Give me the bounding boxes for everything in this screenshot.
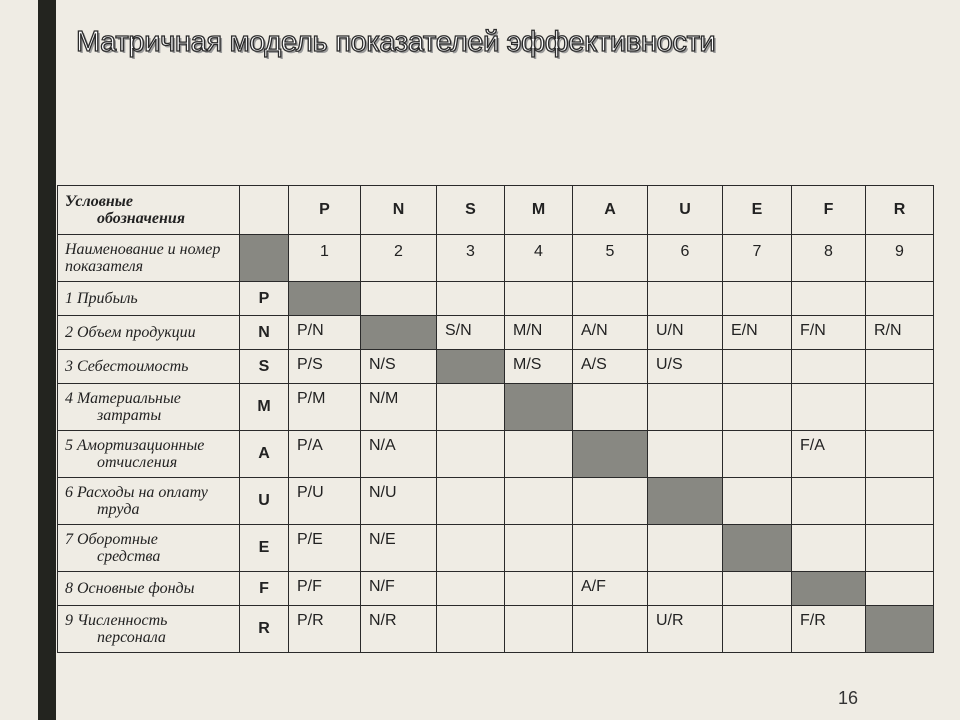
ratio-cell bbox=[573, 478, 648, 525]
ratio-cell bbox=[723, 606, 792, 653]
diagonal-shaded-cell bbox=[437, 350, 505, 384]
matrix-row bbox=[58, 282, 934, 316]
ratio-cell: N/R bbox=[361, 606, 437, 653]
ratio-cell: A/N bbox=[573, 316, 648, 350]
diagonal-shaded-cell bbox=[505, 384, 573, 431]
ratio-cell bbox=[573, 384, 648, 431]
page-number: 16 bbox=[838, 688, 859, 708]
matrix-row bbox=[58, 478, 934, 525]
header-row bbox=[58, 186, 934, 235]
ratio-cell bbox=[437, 384, 505, 431]
header-symbol: R bbox=[866, 186, 934, 235]
ratio-cell bbox=[437, 282, 505, 316]
ratio-cell: N/U bbox=[361, 478, 437, 525]
indicator-name: 9 Численность bbox=[65, 612, 168, 629]
ratio-cell bbox=[505, 478, 573, 525]
row-symbol: E bbox=[240, 525, 289, 572]
ratio-cell bbox=[866, 384, 934, 431]
left-accent-bar bbox=[38, 0, 56, 720]
ratio-cell: A/F bbox=[573, 572, 648, 606]
ratio-cell bbox=[723, 384, 792, 431]
indicator-name: 5 Амортизационные bbox=[65, 437, 205, 454]
row-symbol: M bbox=[240, 384, 289, 431]
matrix-row bbox=[58, 572, 934, 606]
indicator-name: 1 Прибыль bbox=[65, 290, 138, 307]
ratio-cell: E/N bbox=[723, 316, 792, 350]
ratio-cell bbox=[723, 572, 792, 606]
numbers-row-label-line2: показателя bbox=[65, 258, 143, 275]
row-symbol: R bbox=[240, 606, 289, 653]
indicator-name: 3 Себестоимость bbox=[65, 358, 189, 375]
ratio-cell bbox=[792, 384, 866, 431]
indicator-number: 8 bbox=[792, 235, 866, 282]
ratio-cell bbox=[505, 572, 573, 606]
ratio-cell: P/S bbox=[289, 350, 361, 384]
ratio-cell: M/S bbox=[505, 350, 573, 384]
header-symbol: S bbox=[437, 186, 505, 235]
matrix-row bbox=[58, 316, 934, 350]
indicator-name-cell bbox=[58, 572, 240, 606]
ratio-cell: A/S bbox=[573, 350, 648, 384]
indicator-number: 6 bbox=[648, 235, 723, 282]
ratio-cell: N/M bbox=[361, 384, 437, 431]
corner-label-line2: обозначения bbox=[97, 210, 185, 227]
row-symbol: A bbox=[240, 431, 289, 478]
indicator-name: 6 Расходы на оплату bbox=[65, 484, 208, 501]
ratio-cell bbox=[866, 525, 934, 572]
indicator-matrix-table bbox=[57, 185, 934, 653]
indicator-name-cell bbox=[58, 431, 240, 478]
indicator-name: 2 Объем продукции bbox=[65, 324, 196, 341]
ratio-cell bbox=[505, 431, 573, 478]
ratio-cell: U/R bbox=[648, 606, 723, 653]
header-symbol: A bbox=[573, 186, 648, 235]
ratio-cell bbox=[648, 384, 723, 431]
ratio-cell bbox=[792, 478, 866, 525]
ratio-cell bbox=[648, 572, 723, 606]
ratio-cell bbox=[437, 525, 505, 572]
ratio-cell bbox=[505, 525, 573, 572]
corner-empty-cell bbox=[240, 186, 289, 235]
indicator-name-cell bbox=[58, 316, 240, 350]
row-symbol: F bbox=[240, 572, 289, 606]
diagonal-shaded-cell bbox=[648, 478, 723, 525]
ratio-cell: N/S bbox=[361, 350, 437, 384]
row-symbol: N bbox=[240, 316, 289, 350]
indicator-name-cell bbox=[58, 606, 240, 653]
ratio-cell: N/A bbox=[361, 431, 437, 478]
indicator-number: 3 bbox=[437, 235, 505, 282]
indicator-number: 2 bbox=[361, 235, 437, 282]
row-symbol: S bbox=[240, 350, 289, 384]
ratio-cell bbox=[723, 350, 792, 384]
indicator-number: 7 bbox=[723, 235, 792, 282]
ratio-cell: U/S bbox=[648, 350, 723, 384]
indicator-number: 4 bbox=[505, 235, 573, 282]
header-symbol: N bbox=[361, 186, 437, 235]
ratio-cell bbox=[866, 478, 934, 525]
header-symbol: F bbox=[792, 186, 866, 235]
diagonal-shaded-cell bbox=[723, 525, 792, 572]
indicator-name-line2: персонала bbox=[97, 629, 166, 646]
ratio-cell: P/R bbox=[289, 606, 361, 653]
ratio-cell: F/A bbox=[792, 431, 866, 478]
matrix-row bbox=[58, 525, 934, 572]
indicator-name-cell bbox=[58, 478, 240, 525]
indicator-name-line2: затраты bbox=[97, 407, 162, 424]
ratio-cell bbox=[437, 431, 505, 478]
ratio-cell: F/R bbox=[792, 606, 866, 653]
ratio-cell: S/N bbox=[437, 316, 505, 350]
indicator-name: 8 Основные фонды bbox=[65, 580, 195, 597]
ratio-cell: U/N bbox=[648, 316, 723, 350]
ratio-cell bbox=[648, 282, 723, 316]
diagonal-shaded-cell bbox=[573, 431, 648, 478]
ratio-cell bbox=[792, 350, 866, 384]
indicator-name-cell bbox=[58, 350, 240, 384]
diagonal-shaded-cell bbox=[792, 572, 866, 606]
numbers-row-label-line1: Наименование и номер bbox=[65, 241, 221, 258]
indicator-name-cell bbox=[58, 384, 240, 431]
ratio-cell bbox=[573, 282, 648, 316]
ratio-cell: F/N bbox=[792, 316, 866, 350]
indicator-number: 1 bbox=[289, 235, 361, 282]
ratio-cell: P/E bbox=[289, 525, 361, 572]
matrix-row bbox=[58, 431, 934, 478]
matrix-row bbox=[58, 606, 934, 653]
ratio-cell bbox=[723, 431, 792, 478]
ratio-cell bbox=[866, 282, 934, 316]
ratio-cell bbox=[792, 525, 866, 572]
ratio-cell bbox=[723, 282, 792, 316]
ratio-cell: N/F bbox=[361, 572, 437, 606]
ratio-cell bbox=[866, 350, 934, 384]
numbers-row-shaded-cell bbox=[240, 235, 289, 282]
diagonal-shaded-cell bbox=[289, 282, 361, 316]
indicator-number: 9 bbox=[866, 235, 934, 282]
ratio-cell: P/A bbox=[289, 431, 361, 478]
ratio-cell bbox=[505, 606, 573, 653]
header-symbol: U bbox=[648, 186, 723, 235]
numbers-row-label bbox=[58, 235, 240, 282]
row-symbol: P bbox=[240, 282, 289, 316]
header-symbol: M bbox=[505, 186, 573, 235]
ratio-cell bbox=[866, 431, 934, 478]
ratio-cell: P/U bbox=[289, 478, 361, 525]
header-symbol: P bbox=[289, 186, 361, 235]
ratio-cell bbox=[505, 282, 573, 316]
ratio-cell: P/N bbox=[289, 316, 361, 350]
indicator-name-line2: отчисления bbox=[97, 454, 178, 471]
matrix-row bbox=[58, 384, 934, 431]
ratio-cell: R/N bbox=[866, 316, 934, 350]
ratio-cell bbox=[648, 525, 723, 572]
ratio-cell bbox=[866, 572, 934, 606]
matrix-row bbox=[58, 350, 934, 384]
indicator-name-line2: труда bbox=[97, 501, 140, 518]
ratio-cell bbox=[792, 282, 866, 316]
ratio-cell bbox=[437, 478, 505, 525]
diagonal-shaded-cell bbox=[361, 316, 437, 350]
ratio-cell bbox=[573, 606, 648, 653]
indicator-name-cell bbox=[58, 282, 240, 316]
ratio-cell bbox=[648, 431, 723, 478]
ratio-cell bbox=[573, 525, 648, 572]
ratio-cell bbox=[437, 606, 505, 653]
indicator-name: 4 Материальные bbox=[65, 390, 181, 407]
ratio-cell: N/E bbox=[361, 525, 437, 572]
indicator-name: 7 Оборотные bbox=[65, 531, 158, 548]
indicator-number: 5 bbox=[573, 235, 648, 282]
row-symbol: U bbox=[240, 478, 289, 525]
corner-label-line1: Условные bbox=[65, 193, 133, 210]
ratio-cell bbox=[723, 478, 792, 525]
diagonal-shaded-cell bbox=[866, 606, 934, 653]
slide-title: Матричная модель показателей эффективности bbox=[76, 26, 716, 58]
ratio-cell bbox=[361, 282, 437, 316]
header-symbol: E bbox=[723, 186, 792, 235]
ratio-cell: P/F bbox=[289, 572, 361, 606]
indicator-name-cell bbox=[58, 525, 240, 572]
ratio-cell: P/M bbox=[289, 384, 361, 431]
numbers-row bbox=[58, 235, 934, 282]
ratio-cell: M/N bbox=[505, 316, 573, 350]
corner-label-cell bbox=[58, 186, 240, 235]
ratio-cell bbox=[437, 572, 505, 606]
indicator-name-line2: средства bbox=[97, 548, 161, 565]
